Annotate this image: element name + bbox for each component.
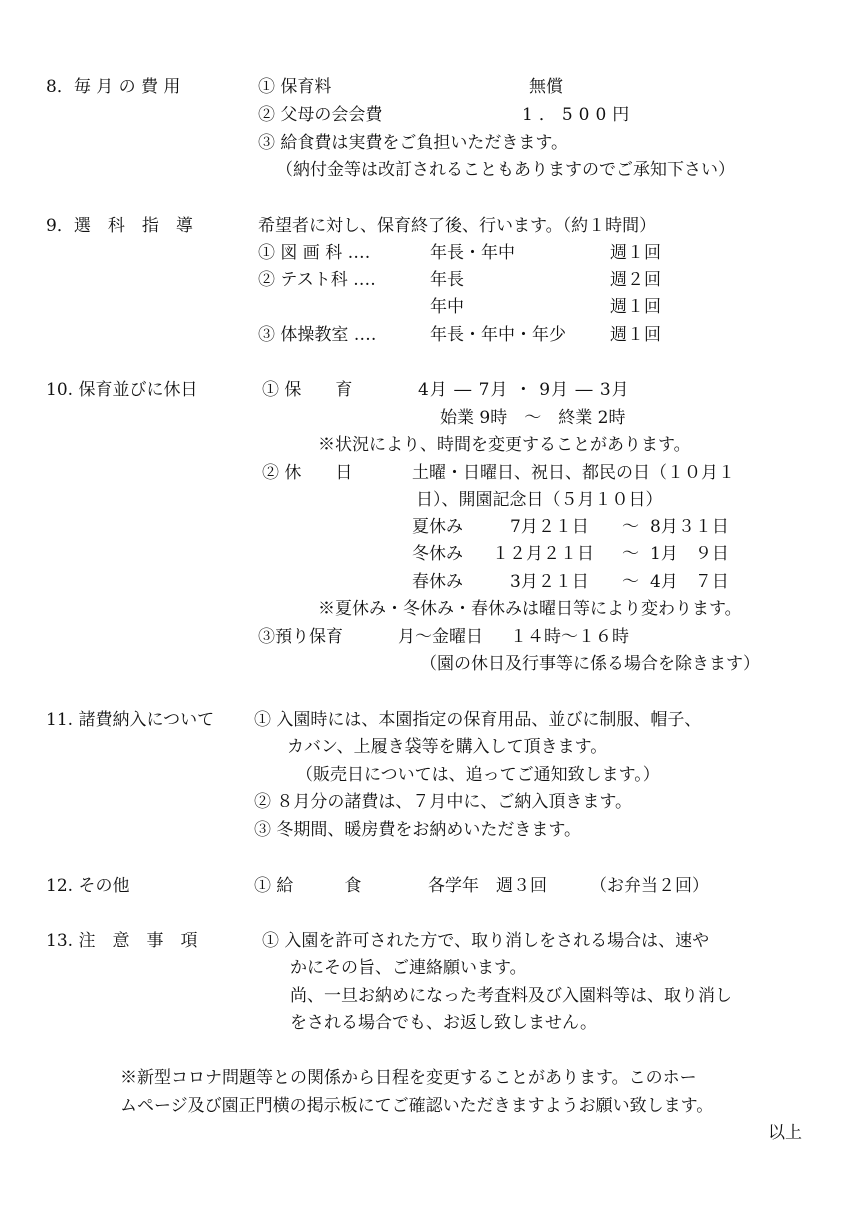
extended-care-note: （園の休日及行事等に係る場合を除きます） <box>420 654 760 674</box>
break-separator: ～ <box>622 517 639 537</box>
caution-line1: ① 入園を許可された方で、取り消しをされる場合は、速や <box>262 931 710 951</box>
payment-item-1-line2: カバン、上履き袋等を購入して頂きます。 <box>287 737 608 757</box>
section-9-heading: 9．選 科 指 導 <box>46 216 193 236</box>
elective-name: ③ 体操教室 ‥‥ <box>258 325 377 345</box>
extended-care-label: ③預り保育 <box>258 627 343 647</box>
caution-line3: 尚、一旦お納めになった考査料及び入園料等は、取り消し <box>290 986 732 1006</box>
break-start: 3月２１日 <box>510 572 589 592</box>
caution-line4: をされる場合でも、お返し致しません。 <box>290 1013 598 1033</box>
payment-item-1-line1: ① 入園時には、本園指定の保育用品、並びに制服、帽子、 <box>254 710 702 730</box>
elective-name: ② テスト科 ‥‥ <box>258 270 376 290</box>
care-label: ① 保 育 <box>262 380 353 400</box>
elective-frequency: 週１回 <box>610 297 661 317</box>
elective-grade: 年長・年中・年少 <box>430 325 566 345</box>
break-end: 1月 ９日 <box>650 544 729 564</box>
break-start: １２月２１日 <box>492 544 594 564</box>
caution-line2: かにその旨、ご連絡願います。 <box>290 958 527 978</box>
payment-item-3: ③ 冬期間、暖房費をお納めいただきます。 <box>254 820 582 840</box>
elective-grade: 年中 <box>430 297 464 317</box>
holiday-label: ② 休 日 <box>262 463 353 483</box>
fee-revision-note: （納付金等は改訂されることもありますのでご承知下さい） <box>276 160 735 180</box>
closing-text: 以上 <box>768 1123 802 1143</box>
extended-care-time: １４時～１６時 <box>510 627 629 647</box>
care-hours: 始業 9時 ～ 終業 2時 <box>440 408 626 428</box>
covid-notice-line2: ムページ及び園正門横の掲示板にてご確認いただきますようお願い致します。 <box>120 1096 714 1116</box>
break-end: 4月 ７日 <box>650 572 729 592</box>
elective-frequency: 週２回 <box>610 270 661 290</box>
section-8-heading: 8．毎 月 の 費 用 <box>46 77 181 97</box>
extended-care-days: 月～金曜日 <box>398 627 483 647</box>
payment-item-1-note: （販売日については、追ってご通知致します。） <box>296 765 660 785</box>
tuition-value: 無償 <box>529 77 563 97</box>
holiday-text-line2: 日）、開園記念日（５月１０日） <box>416 490 663 510</box>
parents-fee-label: ② 父母の会会費 <box>258 105 383 125</box>
meal-fee-text: ③ 給食費は実費をご負担いただきます。 <box>258 133 569 153</box>
covid-notice-line1: ※新型コロナ問題等との関係から日程を変更することがあります。このホー <box>120 1068 697 1088</box>
break-end: 8月３１日 <box>650 517 729 537</box>
elective-grade: 年長・年中 <box>430 243 515 263</box>
elective-name: ① 図 画 科 ‥‥ <box>258 243 371 263</box>
break-note: ※夏休み・冬休み・春休みは曜日等により変わります。 <box>318 599 742 619</box>
break-name: 春休み <box>412 572 463 592</box>
care-hours-note: ※状況により、時間を変更することがあります。 <box>318 435 691 455</box>
care-period: 4月 ― 7月 ・ 9月 ― 3月 <box>418 380 630 400</box>
section-13-heading: 13. 注 意 事 項 <box>46 931 198 951</box>
parents-fee-value: 1．500円 <box>522 105 636 125</box>
break-separator: ～ <box>622 544 639 564</box>
break-name: 夏休み <box>412 517 463 537</box>
payment-item-2: ② ８月分の諸費は、７月中に、ご納入頂きます。 <box>254 792 633 812</box>
elective-frequency: 週１回 <box>610 243 661 263</box>
tuition-label: ① 保育料 <box>258 77 332 97</box>
lunch-label: ① 給 食 <box>254 876 362 896</box>
break-name: 冬休み <box>412 544 463 564</box>
section-11-heading: 11. 諸費納入について <box>46 710 215 730</box>
break-start: 7月２１日 <box>510 517 589 537</box>
holiday-text-line1: 土曜・日曜日、祝日、都民の日（１０月１ <box>412 463 735 483</box>
elective-grade: 年長 <box>430 270 464 290</box>
section-12-heading: 12. その他 <box>46 876 130 896</box>
elective-intro: 希望者に対し、保育終了後、行います。（約１時間） <box>258 216 657 236</box>
break-separator: ～ <box>622 572 639 592</box>
lunch-frequency: 各学年 週３回 <box>428 876 547 896</box>
bento-note: （お弁当２回） <box>590 876 709 896</box>
section-10-heading: 10. 保育並びに休日 <box>46 380 198 400</box>
elective-frequency: 週１回 <box>610 325 661 345</box>
